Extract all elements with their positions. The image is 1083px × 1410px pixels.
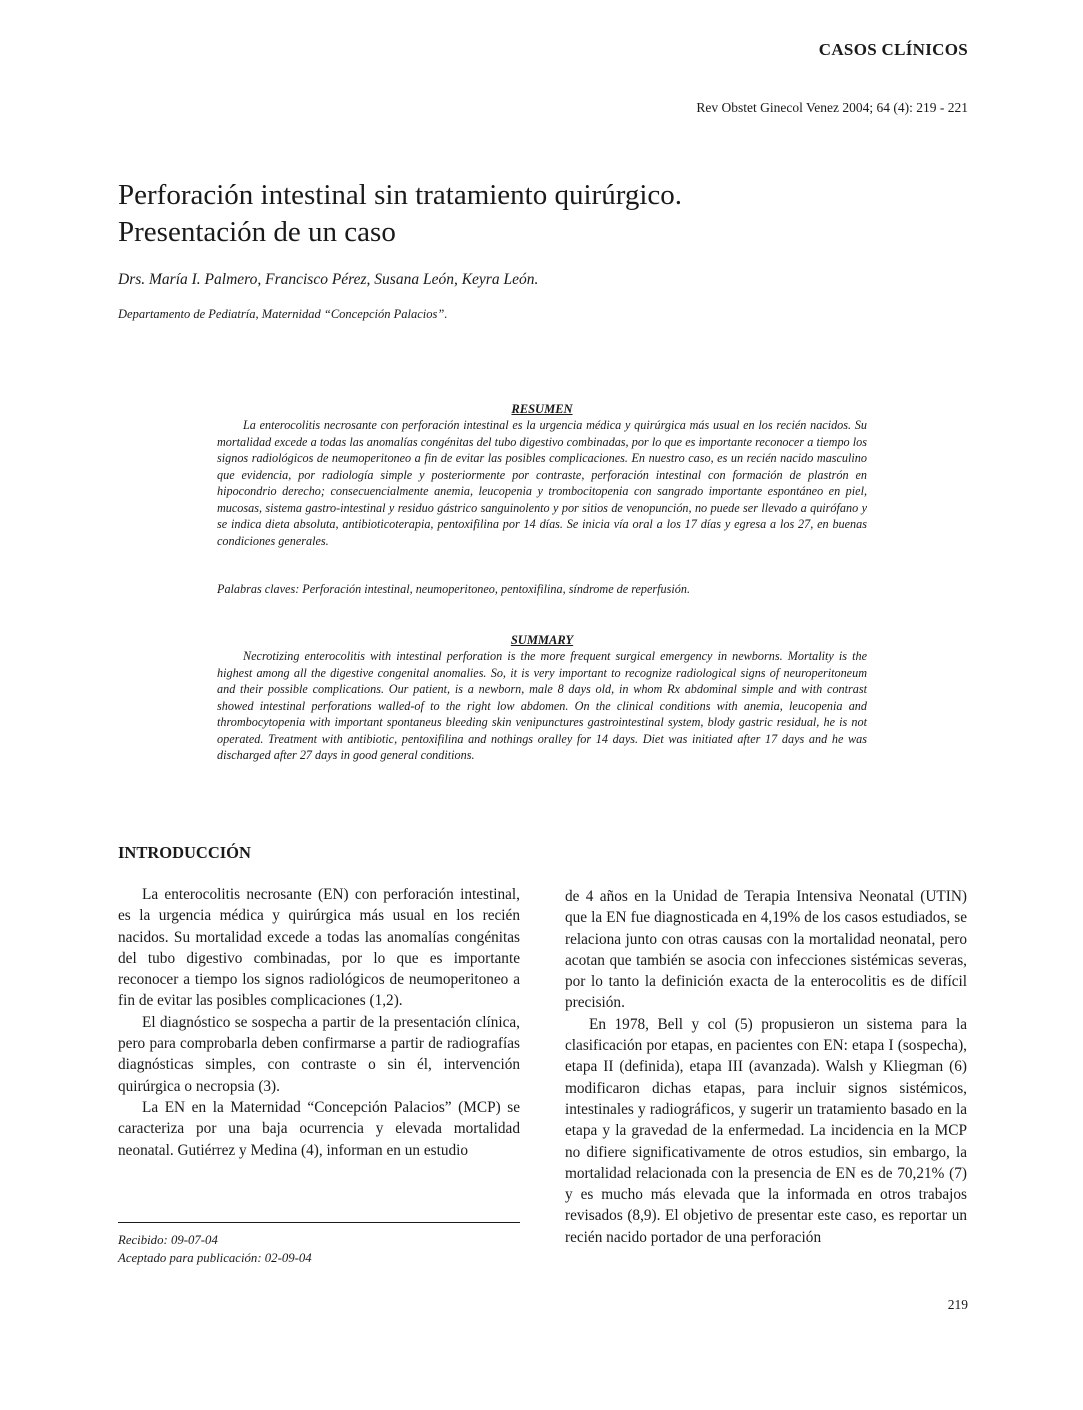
- intro-paragraph-5: En 1978, Bell y col (5) propusieron un sistema para la clasificación por etapas, en pacientes con EN: etapa I (sospecha), etapa II (definida), etapa III (avanzada). Walsh y Kliegman (6) modificaron dichas etapas, para incluir signos sistémicos, intestinales y radiográficos, y sugerir un tratamiento basado en la etapa y la gravedad de la enfermedad. La incidencia en la MCP no difiere significativamente de otros estudios, sin embargo, la mortalidad relacionada con la presencia de EN es de 70,21% (7) y es mucho más elevada que la informada en otros trabajos revisados (8,9). El objetivo de presentar este caso, es reportar un recién nacido portador de una perforación: [565, 1015, 967, 1246]
- introduction-heading: INTRODUCCIÓN: [118, 843, 251, 862]
- resumen-block: [217, 401, 867, 549]
- summary-heading: SUMMARY: [510, 633, 574, 647]
- affiliation: Departamento de Pediatría, Maternidad “Concepción Palacios”.: [118, 307, 448, 321]
- left-column: [118, 884, 520, 1161]
- keywords: Palabras claves: Perforación intestinal, neumoperitoneo, pentoxifilina, síndrome de reperfusión.: [217, 582, 690, 596]
- section-label: CASOS CLÍNICOS: [818, 40, 968, 59]
- resumen-text: La enterocolitis necrosante con perforación intestinal es la urgencia médica y quirúrgica más usual en los recién nacidos. Su mortalidad excede a todas las anomalías congénitas del tubo digestivo combinadas, por lo que es importante reconocer a tiempo los signos radiológicos de neumoperitoneo a fin de evitar las posibles complicaciones. En nuestro caso, es un recién nacido masculino que evidencia, por radiología simple y posteriormente por contraste, perforación intestinal con formación de plastrón en hipocondrio derecho; consecuencialmente anemia, leucopenia y trombocitopenia con sangrado importante espontáneo en piel, mucosas, sistema gastro-intestinal y residuo gástrico sanguinolento y por sitios de venopunción, no puede ser llevado a quirófano y se indica dieta absoluta, antibioticoterapia, pentoxifilina por 14 días. Se inicia vía oral a los 17 días y egresa a los 27, en buenas condiciones generales.: [217, 418, 867, 548]
- article-title: [118, 177, 978, 251]
- summary-block: [217, 632, 867, 764]
- authors: Drs. María I. Palmero, Francisco Pérez, Susana León, Keyra León.: [118, 271, 539, 288]
- journal-citation: Rev Obstet Ginecol Venez 2004; 64 (4): 219 - 221: [696, 100, 968, 115]
- intro-paragraph-4: de 4 años en la Unidad de Terapia Intensiva Neonatal (UTIN) que la EN fue diagnosticada en 4,19% de los casos estudiados, se relaciona junto con otras causas con la mortalidad neonatal, pero acotan que también se asocia con infecciones sistémicas severas, por lo tanto la definición exacta de la enterocolitis es de difícil precisión.: [565, 888, 967, 1012]
- footnote-divider: [118, 1222, 520, 1223]
- intro-paragraph-3: La EN en la Maternidad “Concepción Palacios” (MCP) se caracteriza por una baja ocurrencia y elevada mortalidad neonatal. Gutiérrez y Medina (4), informan en un estudio: [118, 1098, 520, 1159]
- right-column: [565, 886, 967, 1248]
- accepted-date: Aceptado para publicación: 02-09-04: [118, 1251, 312, 1265]
- resumen-heading: RESUMEN: [511, 402, 573, 416]
- intro-paragraph-1: La enterocolitis necrosante (EN) con perforación intestinal, es la urgencia médica y quirúrgica más usual en los recién nacidos. Su mortalidad excede a todas las anomalías congénitas del tubo digestivo combinadas, por lo que es importante reconocer a tiempo los signos radiológicos de neumoperitoneo a fin de evitar las posibles complicaciones (1,2).: [118, 886, 520, 1010]
- intro-paragraph-2: El diagnóstico se sospecha a partir de la presentación clínica, pero para comprobarla deben confirmarse a partir de radiografías diagnósticas simples, con contraste o sin él, intervención quirúrgica o necropsia (3).: [118, 1013, 520, 1095]
- page-number: 219: [947, 1297, 968, 1312]
- title-line-1: Perforación intestinal sin tratamiento quirúrgico.: [118, 179, 683, 211]
- received-date: Recibido: 09-07-04: [118, 1233, 218, 1247]
- title-line-2: Presentación de un caso: [118, 216, 396, 248]
- summary-text: Necrotizing enterocolitis with intestinal perforation is the more frequent surgical emergency in newborns. Mortality is the highest among all the digestive congenital anomalies. So, it is very important to recognize radiological signs of neuroperitoneum and their possible complications. Our patient, is a newborn, male 8 days old, in whom Rx abdominal simple and with contrast showed intestinal perforations walled-of to the right low abdomen. On the clinical conditions with anemia, leucopenia and thrombocytopenia with important spontaneus bleeding skin venipunctures gastrointestinal system, blody gastric residual, he is not operated. Treatment with antibiotic, pentoxifilina and nothings oralley for 14 days. Diet was initiated after 17 days and he was discharged after 27 days in good general conditions.: [217, 649, 867, 762]
